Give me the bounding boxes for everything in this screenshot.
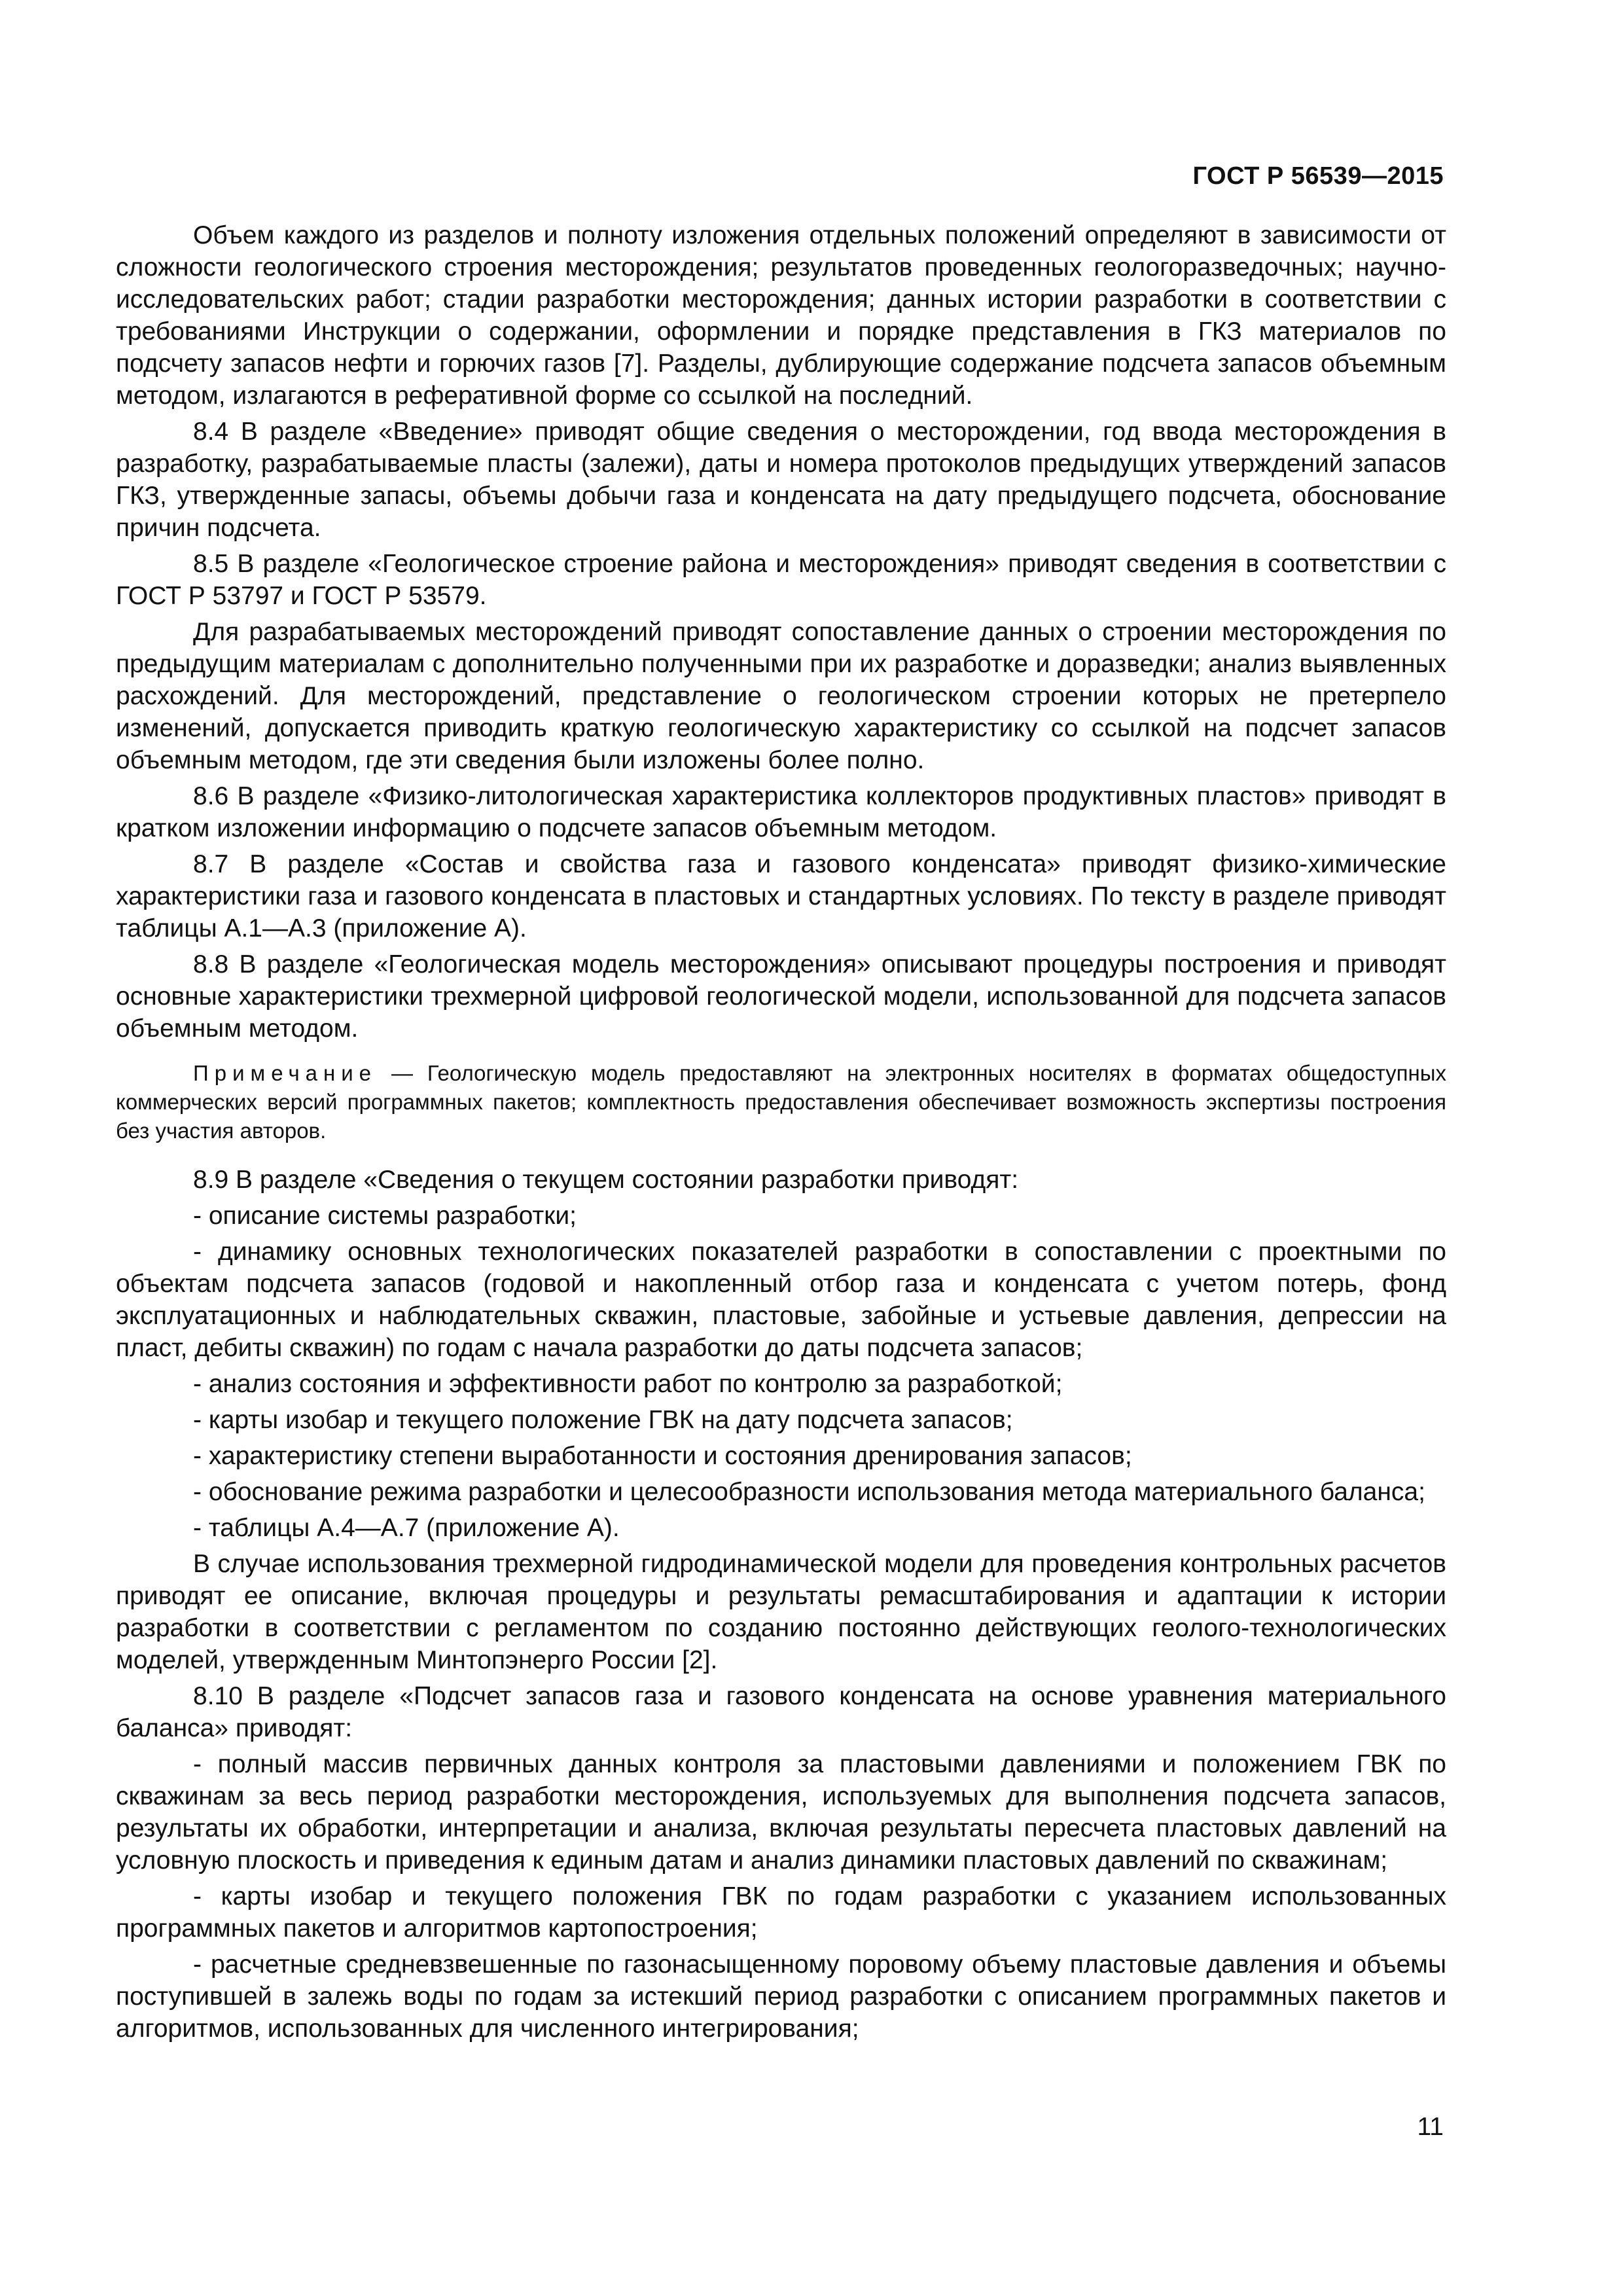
list-item: - полный массив первичных данных контроля за пластовыми давлениями и положением ГВК по скважинам за весь период разработки месторождения, используемых для выполнения подсчета запасов, результаты их обработки, интерпретации и анализа, включая результаты пересчета пластовых давлений на условную плоскость и приведения к единым датам и анализ динамики пластовых давлений по скважинам; bbox=[116, 1750, 1446, 1874]
paragraph-8-5-continued: Для разрабатываемых месторождений приводят сопоставление данных о строении месторождения по предыдущим материалам с дополнительно полученными при их разработке и доразведки; анализ выявленных расхождений. Для месторождений, представление о геологическом строении которых не претерпело изменений, допускается приводить краткую геологическую характеристику со ссылкой на подсчет запасов объемным методом, где эти сведения были изложены более полно. bbox=[116, 618, 1446, 774]
paragraph-8-6: 8.6 В разделе «Физико-литологическая характеристика коллекторов продуктивных пластов» приводят в кратком изложении информацию о подсчете запасов объемным методом. bbox=[116, 782, 1446, 842]
note-label: Примечание bbox=[193, 1061, 378, 1085]
list-item: - описание системы разработки; bbox=[193, 1202, 577, 1230]
list-item: - таблицы А.4—А.7 (приложение А). bbox=[193, 1514, 620, 1542]
paragraph-intro: Объем каждого из разделов и полноту изложения отдельных положений определяют в зависимости от сложности геологического строения месторождения; результатов проведенных геологоразведочных; научно-исследовательских работ; стадии разработки месторождения; данных истории разработки в соответствии с требованиями Инструкции о содержании, оформлении и порядке представления в ГКЗ материалов по подсчету запасов нефти и горючих газов [7]. Разделы, дублирующие содержание подсчета запасов объемным методом, излагаются в реферативной форме со ссылкой на последний. bbox=[116, 221, 1446, 410]
list-item: - карты изобар и текущего положение ГВК на дату подсчета запасов; bbox=[193, 1406, 1013, 1434]
paragraph-8-9: 8.9 В разделе «Сведения о текущем состоянии разработки приводят: bbox=[193, 1166, 1019, 1194]
paragraph-8-9-followup: В случае использования трехмерной гидродинамической модели для проведения контрольных расчетов приводят ее описание, включая процедуры и результаты ремасштабирования и адаптации к истории разработки в соответствии с регламентом по созданию постоянно действующих геолого-технологических моделей, утвержденным Минтопэнерго России [2]. bbox=[116, 1550, 1446, 1674]
paragraph-8-7: 8.7 В разделе «Состав и свойства газа и газового конденсата» приводят физико-химические характеристики газа и газового конденсата в пластовых и стандартных условиях. По тексту в разделе приводят таблицы А.1—А.3 (приложение А). bbox=[116, 850, 1446, 942]
list-item: - динамику основных технологических показателей разработки в сопоставлении с проектными по объектам подсчета запасов (годовой и накопленный отбор газа и конденсата с учетом потерь, фонд эксплуатационных и наблюдательных скважин, пластовые, забойные и устьевые давления, депрессии на пласт, дебиты скважин) по годам с начала разработки до даты подсчета запасов; bbox=[116, 1238, 1446, 1362]
paragraph-8-5: 8.5 В разделе «Геологическое строение района и месторождения» приводят сведения в соответствии с ГОСТ Р 53797 и ГОСТ Р 53579. bbox=[116, 550, 1446, 610]
list-item: - карты изобар и текущего положения ГВК по годам разработки с указанием использованных программных пакетов и алгоритмов картопостроения; bbox=[116, 1882, 1446, 1943]
paragraph-8-4: 8.4 В разделе «Введение» приводят общие сведения о месторождении, год ввода месторождения в разработку, разрабатываемые пласты (залежи), даты и номера протоколов предыдущих утверждений запасов ГКЗ, утвержденные запасы, объемы добычи газа и конденсата на дату предыдущего подсчета, обоснование причин подсчета. bbox=[116, 418, 1446, 542]
document-header: ГОСТ Р 56539—2015 bbox=[1192, 162, 1444, 190]
paragraph-8-8: 8.8 В разделе «Геологическая модель месторождения» описывают процедуры построения и приводят основные характеристики трехмерной цифровой геологической модели, использованной для подсчета запасов объемным методом. bbox=[116, 950, 1446, 1043]
document-body bbox=[116, 219, 1446, 2049]
page-number: 11 bbox=[1417, 2113, 1444, 2141]
note bbox=[116, 1059, 1446, 1145]
list-item: - характеристику степени выработанности и состояния дренирования запасов; bbox=[193, 1442, 1132, 1470]
list-item: - расчетные средневзвешенные по газонасыщенному поровому объему пластовые давления и объемы поступившей в залежь воды по годам за истекший период разработки с описанием программных пакетов и алгоритмов, использованных для численного интегрирования; bbox=[116, 1950, 1446, 2043]
note-text: — Геологическую модель предоставляют на электронных носителях в форматах общедоступных коммерческих версий программных пакетов; комплектность предоставления обеспечивает возможность экспертизы построения без участия авторов. bbox=[116, 1061, 1446, 1143]
list-item: - анализ состояния и эффективности работ по контролю за разработкой; bbox=[193, 1370, 1063, 1398]
paragraph-8-10: 8.10 В разделе «Подсчет запасов газа и газового конденсата на основе уравнения материального баланса» приводят: bbox=[116, 1682, 1446, 1742]
list-item: - обоснование режима разработки и целесообразности использования метода материального баланса; bbox=[193, 1478, 1425, 1506]
